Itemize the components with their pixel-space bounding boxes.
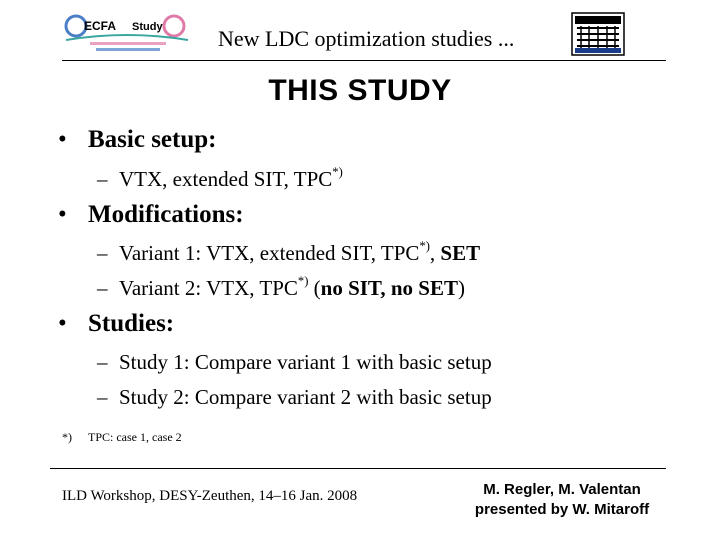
svg-text:ECFA: ECFA xyxy=(84,19,117,33)
bullet-studies xyxy=(58,310,174,338)
footer-divider xyxy=(50,468,666,469)
presenter-line: presented by W. Mitaroff xyxy=(474,501,650,518)
dash: – xyxy=(97,276,108,300)
dash: – xyxy=(97,385,108,409)
institute-emblem-icon xyxy=(571,12,625,56)
footer-event: ILD Workshop, DESY-Zeuthen, 14–16 Jan. 2008 xyxy=(62,488,358,504)
sub-item: – Variant 1: VTX, extended SIT, TPC*), SET xyxy=(97,239,481,265)
header-title: New LDC optimization studies ... xyxy=(218,26,515,51)
bullet-label: Basic setup: xyxy=(88,126,217,153)
dash: – xyxy=(97,241,108,265)
dash: – xyxy=(97,350,108,374)
sub-item: – Variant 2: VTX, TPC*) (no SIT, no SET) xyxy=(97,274,465,300)
bullet-basic-setup xyxy=(58,126,216,154)
sub-item: – Study 1: Compare variant 1 with basic setup xyxy=(97,350,492,374)
header-divider xyxy=(62,60,666,61)
bullet-label: Studies: xyxy=(88,310,175,337)
bullet-dot: • xyxy=(58,201,67,228)
ecfa-study-logo xyxy=(62,10,192,56)
slide-title: THIS STUDY xyxy=(268,74,452,107)
bullet-modifications xyxy=(58,201,244,229)
sub-item: – Study 2: Compare variant 2 with basic setup xyxy=(97,385,492,409)
svg-text:Study: Study xyxy=(132,21,163,33)
authors-line: M. Regler, M. Valentan xyxy=(483,481,641,498)
bullet-dot: • xyxy=(58,126,67,153)
sub-item: – VTX, extended SIT, TPC*) xyxy=(97,165,343,191)
footer-authors xyxy=(462,480,662,520)
footnote-mark: *) xyxy=(62,430,72,444)
bullet-dot: • xyxy=(58,310,67,337)
bullet-label: Modifications: xyxy=(88,201,244,228)
dash: – xyxy=(97,167,108,191)
footnote-text: TPC: case 1, case 2 xyxy=(88,430,182,444)
